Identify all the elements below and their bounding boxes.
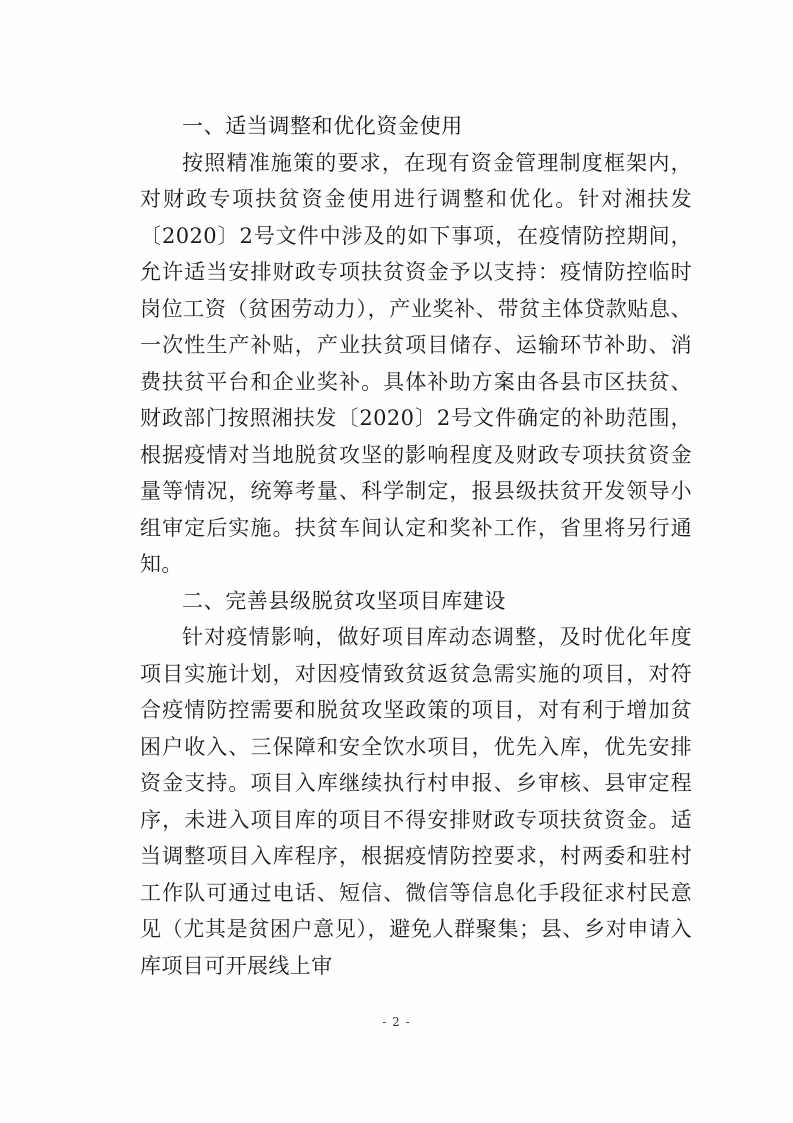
document-body bbox=[140, 108, 692, 984]
section-heading-2: 二、完善县级脱贫攻坚项目库建设 bbox=[182, 588, 506, 613]
page-number: - 2 - bbox=[382, 1015, 411, 1029]
section-heading-1: 一、适当调整和优化资金使用 bbox=[182, 114, 463, 138]
section-paragraph-1: 按照精准施策的要求，在现有资金管理制度框架内，对财政专项扶贫资金使用进行调整和优化。针对湘扶发〔2020〕2号文件中涉及的如下事项，在疫情防控期间，允许适当安排财政专项扶贫资金予以支持：疫情防控临时岗位工资（贫困劳动力），产业奖补、带贫主体贷款贴息、一次性生产补贴，产业扶贫项目储存、运输环节补助、消费扶贫平台和企业奖补。具体补助方案由各县市区扶贫、财政部门按照湘扶发〔2020〕2号文件确定的补助范围，根据疫情对当地脱贫攻坚的影响程度及财政专项扶贫资金量等情况，统筹考量、科学制定，报县级扶贫开发领导小组审定后实施。扶贫车间认定和奖补工作，省里将另行通知。 bbox=[140, 150, 692, 576]
section-paragraph-2: 针对疫情影响，做好项目库动态调整，及时优化年度项目实施计划，对因疫情致贫返贫急需实施的项目，对符合疫情防控需要和脱贫攻坚政策的项目，对有利于增加贫困户收入、三保障和安全饮水项目，优先入库，优先安排资金支持。项目入库继续执行村申报、乡审核、县审定程序，未进入项目库的项目不得安排财政专项扶贫资金。适当调整项目入库程序，根据疫情防控要求，村两委和驻村工作队可通过电话、短信、微信等信息化手段征求村民意见（尤其是贫困户意见），避免人群聚集；县、乡对申请入库项目可开展线上审 bbox=[140, 625, 692, 978]
